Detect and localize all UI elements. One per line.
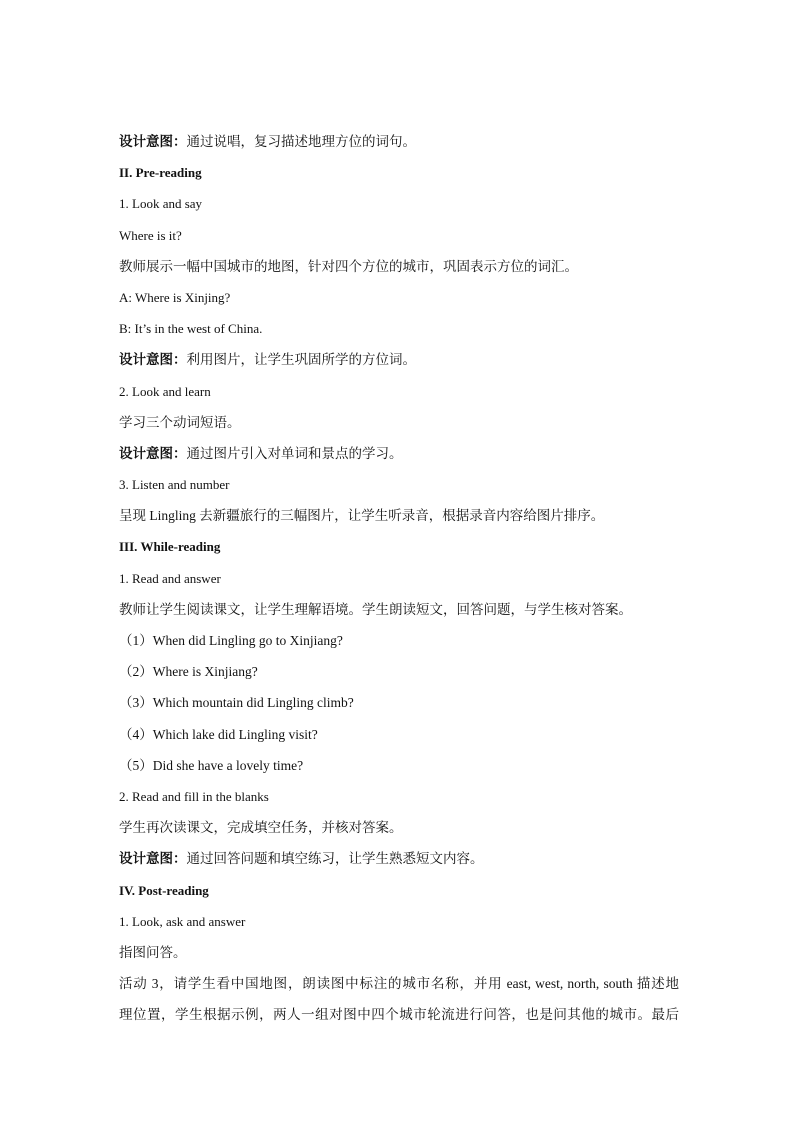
design-intent-label: 设计意图： <box>119 134 187 149</box>
text-line: A: Where is Xinjing? <box>119 289 231 305</box>
design-intent-text: 通过说唱，复习描述地理方位的词句。 <box>186 134 416 149</box>
text-line: 2. Read and fill in the blanks <box>119 788 269 804</box>
section-heading: II. Pre-reading <box>119 165 202 181</box>
paragraph-line: 活动 3，请学生看中国地图，朗读图中标注的城市名称，并用 east, west, north, south 描述地 <box>119 976 679 992</box>
text-line: 1. Look and say <box>119 196 203 212</box>
text-line: （2）Where is Xinjiang? <box>119 664 258 680</box>
text-line: 指图问答。 <box>119 944 187 960</box>
text-line: 学习三个动词短语。 <box>119 414 241 430</box>
text-line: B: It’s in the west of China. <box>119 321 263 337</box>
document-body <box>119 126 679 1030</box>
design-intent-line <box>119 344 679 375</box>
text-line: 1. Look, ask and answer <box>119 913 246 929</box>
text-line: （3）Which mountain did Lingling climb? <box>119 695 354 711</box>
design-intent-label: 设计意图： <box>119 445 187 461</box>
design-intent-text: 通过回答问题和填空练习，让学生熟悉短文内容。 <box>186 851 484 867</box>
text-line: 呈现 Lingling 去新疆旅行的三幅图片，让学生听录音，根据录音内容给图片排序。 <box>119 508 605 524</box>
text-line: 教师让学生阅读课文，让学生理解语境。学生朗读短文，回答问题，与学生核对答案。 <box>119 601 632 617</box>
design-intent-label: 设计意图： <box>119 352 187 368</box>
text-line: 教师展示一幅中国城市的地图，针对四个方位的城市，巩固表示方位的词汇。 <box>119 258 578 274</box>
paragraph-line: 理位置，学生根据示例，两人一组对图中四个城市轮流进行问答，也是问其他的城市。最后 <box>119 1007 679 1023</box>
text-line: （4）Which lake did Lingling visit? <box>119 726 318 742</box>
design-intent-text: 通过图片引入对单词和景点的学习。 <box>186 445 403 461</box>
text-line: （1）When did Lingling go to Xinjiang? <box>119 633 343 648</box>
design-intent-line <box>119 126 679 157</box>
text-line: 1. Read and answer <box>119 570 221 586</box>
design-intent-line <box>119 843 679 874</box>
section-heading: IV. Post-reading <box>119 882 209 898</box>
text-line: 2. Look and learn <box>119 383 211 399</box>
text-line: 3. Listen and number <box>119 477 230 493</box>
design-intent-text: 利用图片，让学生巩固所学的方位词。 <box>186 352 416 368</box>
text-line: 学生再次读课文，完成填空任务，并核对答案。 <box>119 820 403 836</box>
design-intent-label: 设计意图： <box>119 851 187 867</box>
section-heading: III. While-reading <box>119 539 221 555</box>
text-line: （5）Did she have a lovely time? <box>119 757 304 773</box>
design-intent-line <box>119 438 679 469</box>
text-line: Where is it? <box>119 227 182 243</box>
